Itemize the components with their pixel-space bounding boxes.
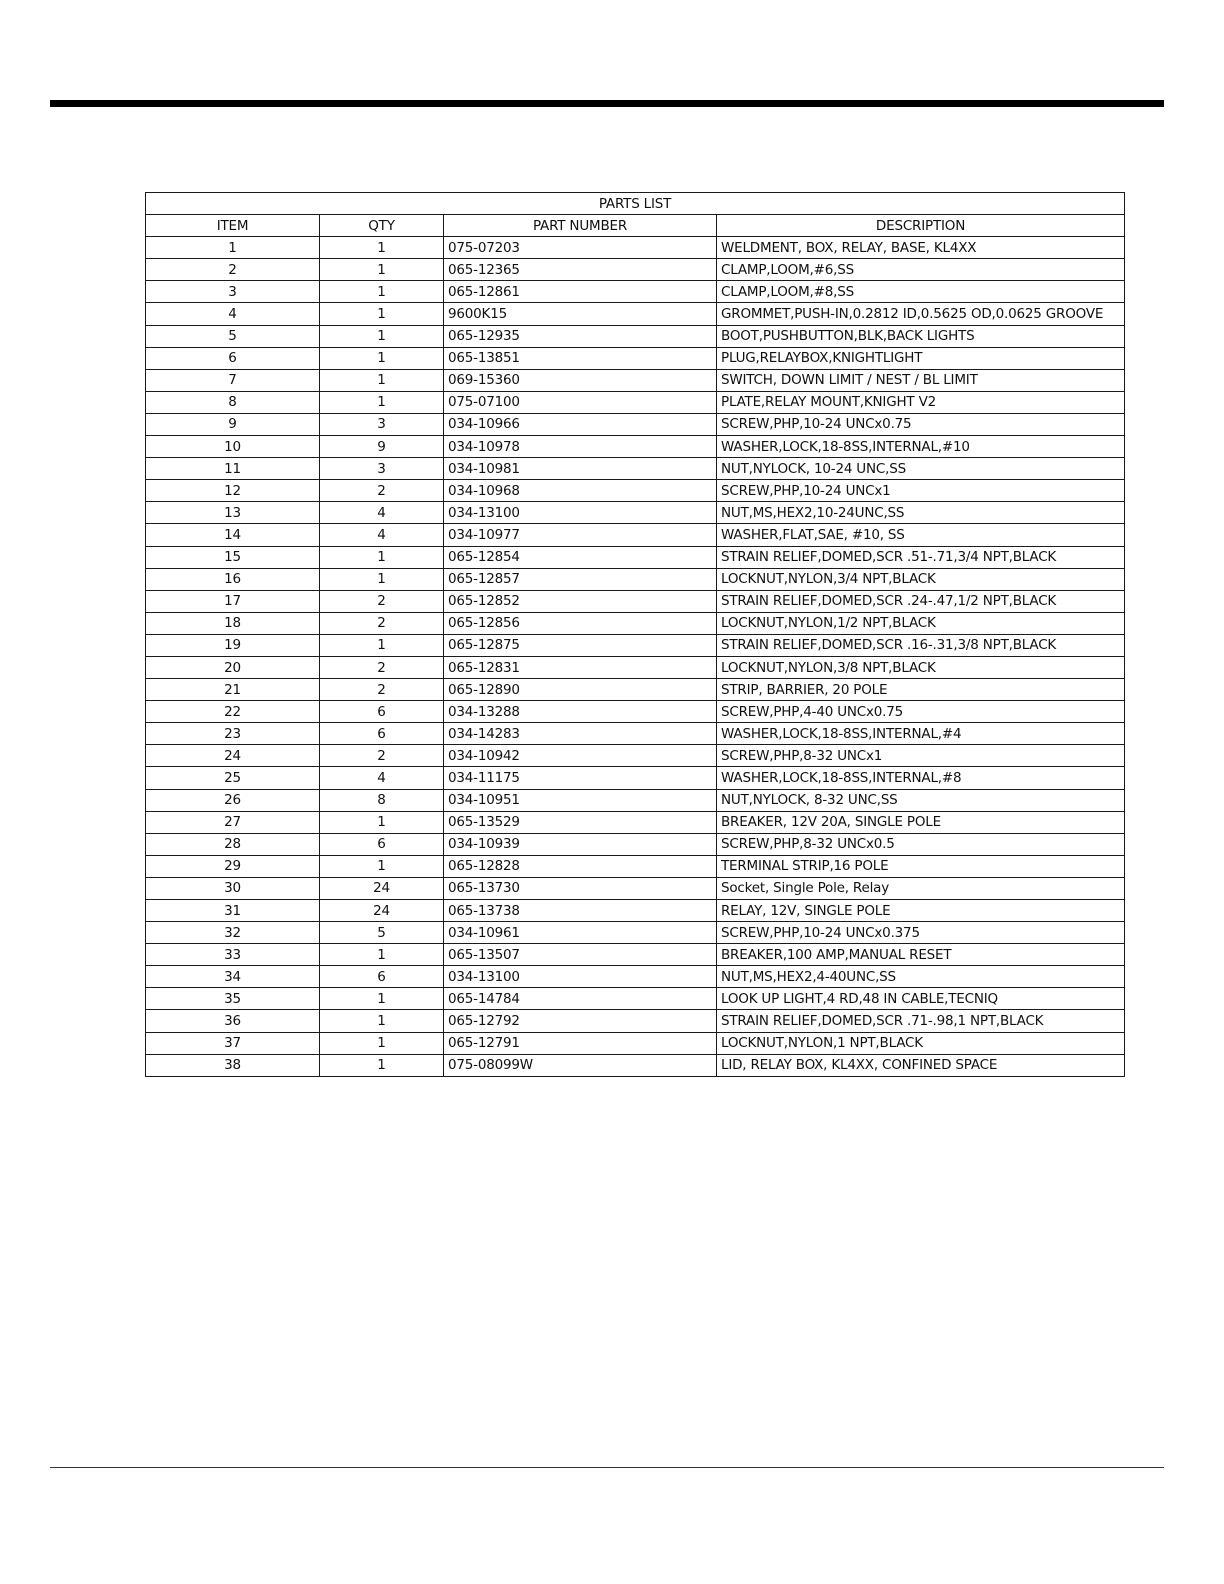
table-row	[146, 833, 1125, 855]
description-cell: STRAIN RELIEF,DOMED,SCR .16-.31,3/8 NPT,BLACK	[717, 634, 1125, 656]
part-number-cell: 065-12857	[444, 568, 717, 590]
part-number-cell: 065-12861	[444, 281, 717, 303]
part-number-cell: 065-12875	[444, 634, 717, 656]
part-number-cell: 075-08099W	[444, 1054, 717, 1076]
qty-cell: 1	[320, 1010, 444, 1032]
item-cell: 11	[146, 458, 320, 480]
header-description: DESCRIPTION	[717, 215, 1125, 237]
qty-cell: 24	[320, 877, 444, 899]
header-qty: QTY	[320, 215, 444, 237]
item-cell: 17	[146, 590, 320, 612]
item-cell: 8	[146, 391, 320, 413]
qty-cell: 2	[320, 480, 444, 502]
part-number-cell: 034-10968	[444, 480, 717, 502]
qty-cell: 1	[320, 568, 444, 590]
qty-cell: 1	[320, 325, 444, 347]
part-number-cell: 065-13738	[444, 900, 717, 922]
qty-cell: 2	[320, 656, 444, 678]
table-row	[146, 259, 1125, 281]
table-row	[146, 811, 1125, 833]
item-cell: 26	[146, 789, 320, 811]
description-cell: WELDMENT, BOX, RELAY, BASE, KL4XX	[717, 237, 1125, 259]
item-cell: 4	[146, 303, 320, 325]
table-row	[146, 767, 1125, 789]
description-cell: LOCKNUT,NYLON,3/8 NPT,BLACK	[717, 656, 1125, 678]
item-cell: 9	[146, 413, 320, 435]
description-cell: LID, RELAY BOX, KL4XX, CONFINED SPACE	[717, 1054, 1125, 1076]
part-number-cell: 065-12935	[444, 325, 717, 347]
table-row	[146, 988, 1125, 1010]
table-row	[146, 855, 1125, 877]
description-cell: CLAMP,LOOM,#8,SS	[717, 281, 1125, 303]
item-cell: 38	[146, 1054, 320, 1076]
table-row	[146, 237, 1125, 259]
parts-table-body	[146, 237, 1125, 1077]
item-cell: 21	[146, 679, 320, 701]
parts-list-table	[145, 192, 1125, 1077]
table-row	[146, 944, 1125, 966]
table-row	[146, 436, 1125, 458]
table-row	[146, 612, 1125, 634]
part-number-cell: 034-13100	[444, 966, 717, 988]
part-number-cell: 034-11175	[444, 767, 717, 789]
qty-cell: 1	[320, 1032, 444, 1054]
qty-cell: 1	[320, 369, 444, 391]
item-cell: 25	[146, 767, 320, 789]
description-cell: SWITCH, DOWN LIMIT / NEST / BL LIMIT	[717, 369, 1125, 391]
table-row	[146, 347, 1125, 369]
qty-cell: 1	[320, 811, 444, 833]
qty-cell: 8	[320, 789, 444, 811]
part-number-cell: 034-13288	[444, 701, 717, 723]
item-cell: 20	[146, 656, 320, 678]
description-cell: SCREW,PHP,8-32 UNCx1	[717, 745, 1125, 767]
description-cell: NUT,NYLOCK, 10-24 UNC,SS	[717, 458, 1125, 480]
part-number-cell: 065-14784	[444, 988, 717, 1010]
table-row	[146, 634, 1125, 656]
item-cell: 31	[146, 900, 320, 922]
part-number-cell: 065-12828	[444, 855, 717, 877]
table-row	[146, 303, 1125, 325]
table-row	[146, 679, 1125, 701]
description-cell: SCREW,PHP,4-40 UNCx0.75	[717, 701, 1125, 723]
qty-cell: 2	[320, 590, 444, 612]
qty-cell: 3	[320, 458, 444, 480]
table-row	[146, 966, 1125, 988]
part-number-cell: 065-12854	[444, 546, 717, 568]
qty-cell: 4	[320, 502, 444, 524]
item-cell: 3	[146, 281, 320, 303]
description-cell: LOOK UP LIGHT,4 RD,48 IN CABLE,TECNIQ	[717, 988, 1125, 1010]
description-cell: STRAIN RELIEF,DOMED,SCR .71-.98,1 NPT,BLACK	[717, 1010, 1125, 1032]
description-cell: WASHER,LOCK,18-8SS,INTERNAL,#10	[717, 436, 1125, 458]
description-cell: PLATE,RELAY MOUNT,KNIGHT V2	[717, 391, 1125, 413]
item-cell: 12	[146, 480, 320, 502]
description-cell: NUT,MS,HEX2,4-40UNC,SS	[717, 966, 1125, 988]
table-row	[146, 900, 1125, 922]
description-cell: WASHER,LOCK,18-8SS,INTERNAL,#8	[717, 767, 1125, 789]
qty-cell: 1	[320, 634, 444, 656]
qty-cell: 2	[320, 679, 444, 701]
part-number-cell: 065-13529	[444, 811, 717, 833]
qty-cell: 3	[320, 413, 444, 435]
description-cell: LOCKNUT,NYLON,1 NPT,BLACK	[717, 1032, 1125, 1054]
description-cell: TERMINAL STRIP,16 POLE	[717, 855, 1125, 877]
item-cell: 6	[146, 347, 320, 369]
item-cell: 28	[146, 833, 320, 855]
part-number-cell: 065-12365	[444, 259, 717, 281]
part-number-cell: 075-07203	[444, 237, 717, 259]
table-header-row	[146, 215, 1125, 237]
description-cell: LOCKNUT,NYLON,1/2 NPT,BLACK	[717, 612, 1125, 634]
item-cell: 5	[146, 325, 320, 347]
item-cell: 23	[146, 723, 320, 745]
part-number-cell: 034-10978	[444, 436, 717, 458]
item-cell: 19	[146, 634, 320, 656]
table-row	[146, 568, 1125, 590]
table-row	[146, 391, 1125, 413]
table-title-row	[146, 193, 1125, 215]
description-cell: BREAKER,100 AMP,MANUAL RESET	[717, 944, 1125, 966]
item-cell: 30	[146, 877, 320, 899]
item-cell: 35	[146, 988, 320, 1010]
description-cell: WASHER,LOCK,18-8SS,INTERNAL,#4	[717, 723, 1125, 745]
table-row	[146, 546, 1125, 568]
item-cell: 29	[146, 855, 320, 877]
part-number-cell: 034-10981	[444, 458, 717, 480]
description-cell: WASHER,FLAT,SAE, #10, SS	[717, 524, 1125, 546]
table-row	[146, 1010, 1125, 1032]
part-number-cell: 034-10942	[444, 745, 717, 767]
table-row	[146, 480, 1125, 502]
description-cell: BOOT,PUSHBUTTON,BLK,BACK LIGHTS	[717, 325, 1125, 347]
qty-cell: 1	[320, 303, 444, 325]
table-row	[146, 502, 1125, 524]
part-number-cell: 075-07100	[444, 391, 717, 413]
part-number-cell: 069-15360	[444, 369, 717, 391]
item-cell: 33	[146, 944, 320, 966]
description-cell: SCREW,PHP,10-24 UNCx0.75	[717, 413, 1125, 435]
qty-cell: 4	[320, 767, 444, 789]
table-row	[146, 413, 1125, 435]
description-cell: NUT,MS,HEX2,10-24UNC,SS	[717, 502, 1125, 524]
qty-cell: 5	[320, 922, 444, 944]
qty-cell: 24	[320, 900, 444, 922]
item-cell: 7	[146, 369, 320, 391]
part-number-cell: 065-13851	[444, 347, 717, 369]
item-cell: 15	[146, 546, 320, 568]
item-cell: 36	[146, 1010, 320, 1032]
table-row	[146, 789, 1125, 811]
part-number-cell: 034-10961	[444, 922, 717, 944]
qty-cell: 6	[320, 966, 444, 988]
table-row	[146, 723, 1125, 745]
table-row	[146, 701, 1125, 723]
item-cell: 27	[146, 811, 320, 833]
qty-cell: 1	[320, 391, 444, 413]
top-rule	[50, 100, 1164, 107]
item-cell: 34	[146, 966, 320, 988]
qty-cell: 9	[320, 436, 444, 458]
part-number-cell: 065-12792	[444, 1010, 717, 1032]
item-cell: 14	[146, 524, 320, 546]
item-cell: 13	[146, 502, 320, 524]
qty-cell: 1	[320, 347, 444, 369]
description-cell: CLAMP,LOOM,#6,SS	[717, 259, 1125, 281]
table-row	[146, 369, 1125, 391]
description-cell: SCREW,PHP,8-32 UNCx0.5	[717, 833, 1125, 855]
table-row	[146, 922, 1125, 944]
part-number-cell: 065-13507	[444, 944, 717, 966]
header-part-number: PART NUMBER	[444, 215, 717, 237]
part-number-cell: 034-10966	[444, 413, 717, 435]
description-cell: SCREW,PHP,10-24 UNCx0.375	[717, 922, 1125, 944]
item-cell: 16	[146, 568, 320, 590]
qty-cell: 6	[320, 833, 444, 855]
item-cell: 22	[146, 701, 320, 723]
item-cell: 2	[146, 259, 320, 281]
part-number-cell: 065-12852	[444, 590, 717, 612]
part-number-cell: 034-10951	[444, 789, 717, 811]
part-number-cell: 065-12890	[444, 679, 717, 701]
table-row	[146, 1032, 1125, 1054]
table-row	[146, 877, 1125, 899]
item-cell: 24	[146, 745, 320, 767]
description-cell: GROMMET,PUSH-IN,0.2812 ID,0.5625 OD,0.0625 GROOVE	[717, 303, 1125, 325]
part-number-cell: 065-12856	[444, 612, 717, 634]
description-cell: BREAKER, 12V 20A, SINGLE POLE	[717, 811, 1125, 833]
qty-cell: 6	[320, 701, 444, 723]
part-number-cell: 065-13730	[444, 877, 717, 899]
description-cell: RELAY, 12V, SINGLE POLE	[717, 900, 1125, 922]
qty-cell: 2	[320, 745, 444, 767]
table-row	[146, 745, 1125, 767]
part-number-cell: 034-10939	[444, 833, 717, 855]
part-number-cell: 065-12791	[444, 1032, 717, 1054]
description-cell: STRIP, BARRIER, 20 POLE	[717, 679, 1125, 701]
qty-cell: 1	[320, 259, 444, 281]
qty-cell: 2	[320, 612, 444, 634]
description-cell: STRAIN RELIEF,DOMED,SCR .51-.71,3/4 NPT,BLACK	[717, 546, 1125, 568]
bottom-rule	[50, 1467, 1164, 1468]
item-cell: 18	[146, 612, 320, 634]
qty-cell: 1	[320, 281, 444, 303]
description-cell: SCREW,PHP,10-24 UNCx1	[717, 480, 1125, 502]
qty-cell: 1	[320, 988, 444, 1010]
table-row	[146, 458, 1125, 480]
table-title: PARTS LIST	[146, 193, 1125, 215]
item-cell: 1	[146, 237, 320, 259]
part-number-cell: 034-14283	[444, 723, 717, 745]
part-number-cell: 034-13100	[444, 502, 717, 524]
part-number-cell: 9600K15	[444, 303, 717, 325]
table-row	[146, 524, 1125, 546]
description-cell: LOCKNUT,NYLON,3/4 NPT,BLACK	[717, 568, 1125, 590]
table-row	[146, 656, 1125, 678]
part-number-cell: 034-10977	[444, 524, 717, 546]
qty-cell: 1	[320, 237, 444, 259]
item-cell: 10	[146, 436, 320, 458]
item-cell: 32	[146, 922, 320, 944]
qty-cell: 6	[320, 723, 444, 745]
qty-cell: 1	[320, 1054, 444, 1076]
item-cell: 37	[146, 1032, 320, 1054]
table-row	[146, 281, 1125, 303]
part-number-cell: 065-12831	[444, 656, 717, 678]
header-item: ITEM	[146, 215, 320, 237]
qty-cell: 1	[320, 855, 444, 877]
table-row	[146, 1054, 1125, 1076]
table-row	[146, 325, 1125, 347]
description-cell: NUT,NYLOCK, 8-32 UNC,SS	[717, 789, 1125, 811]
qty-cell: 4	[320, 524, 444, 546]
qty-cell: 1	[320, 546, 444, 568]
qty-cell: 1	[320, 944, 444, 966]
description-cell: PLUG,RELAYBOX,KNIGHTLIGHT	[717, 347, 1125, 369]
description-cell: STRAIN RELIEF,DOMED,SCR .24-.47,1/2 NPT,BLACK	[717, 590, 1125, 612]
description-cell: Socket, Single Pole, Relay	[717, 877, 1125, 899]
table-row	[146, 590, 1125, 612]
